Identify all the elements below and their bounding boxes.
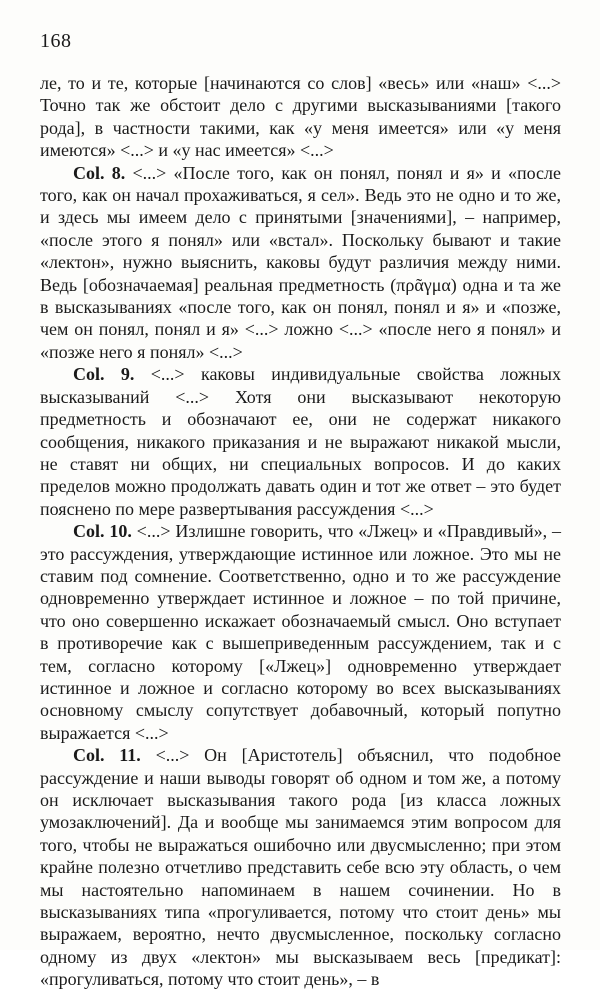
paragraph-col-11 xyxy=(40,744,561,990)
paragraph-text: <...> Излишне говорить, что «Лжец» и «Правдивый», – это рассуждения, утверждающие истинное или ложное. Это мы не ставим под сомнение. Соответственно, одно и то же рассуждение одновременно утверждает истинное и ложное – по той причине, что оно совершенно искажает обозначаемый смысл. Оно вступает в противоречие как с вышеприведенным рассуждением, так и с тем, согласно которому [«Лжец»] одновременно утверждает истинное и ложное и согласно которому во всех высказываниях основному смыслу сопутствует добавочный, который попутно выражается <...> xyxy=(40,521,561,743)
page-number: 168 xyxy=(40,30,72,52)
col-label: Col. 11. xyxy=(73,745,141,766)
col-label: Col. 8. xyxy=(73,162,126,183)
paragraph-col-10 xyxy=(40,520,561,744)
col-label: Col. 9. xyxy=(73,364,135,385)
paragraph-text: <...> каковы индивидуальные свойства ложных высказываний <...> Хотя они высказывают некоторую предметность и обозначают ее, они не содержат никакого сообщения, никакого приказания и не выражают никакой мысли, не ставят ни общих, ни специальных вопросов. И до каких пределов можно продолжать давать один и тот же ответ – это будет пояснено по мере развертывания рассуждения <...> xyxy=(40,364,561,519)
paragraph-col-8 xyxy=(40,162,561,364)
body-text xyxy=(40,72,561,991)
paragraph-text: ле, то и те, которые [начинаются со слов] «весь» или «наш» <...> Точно так же обстоит дело с другими высказываниями [такого рода], в частности такими, как «у меня имеется» или «у меня имеются» <...> и «у нас имеется» <...> xyxy=(40,73,561,161)
paragraph-continuation xyxy=(40,72,561,162)
paragraph-col-9 xyxy=(40,363,561,520)
paragraph-text: <...> «После того, как он понял, понял и я» и «после того, как он начал прохаживаться, я сел». Ведь это не одно и то же, и здесь мы имеем дело с принятыми [значениями], – например, «после этого я понял» или «встал». Поскольку бывают и такие «лектон», нужно выяснить, каковы будут различия между ними. Ведь [обозначаемая] реальная предметность (πρᾶγμα) одна и та же в высказываниях «после того, как он понял, понял и я» и «позже, чем он понял, понял и я» <...> ложно <...> «после него я понял» и «позже него я понял» <...> xyxy=(40,162,561,362)
col-label: Col. 10. xyxy=(73,521,132,542)
paragraph-text: <...> Он [Аристотель] объяснил, что подобное рассуждение и наши выводы говорят об одном и том же, а потому он исключает высказывания такого рода [из класса ложных умозаключений]. Да и вообще мы занимаемся этим вопросом для того, чтобы не выражаться ошибочно или двусмысленно; при этом крайне полезно отчетливо представить себе всю эту область, о чем мы настоятельно напоминаем в нашем сочинении. Но в высказываниях типа «прогуливается, потому что стоит день» мы выражаем, вероятно, нечто двусмысленное, поскольку согласно одному из двух «лектон» мы высказываем весь [предикат]: «прогуливаться, потому что стоит день», – в xyxy=(40,745,561,990)
